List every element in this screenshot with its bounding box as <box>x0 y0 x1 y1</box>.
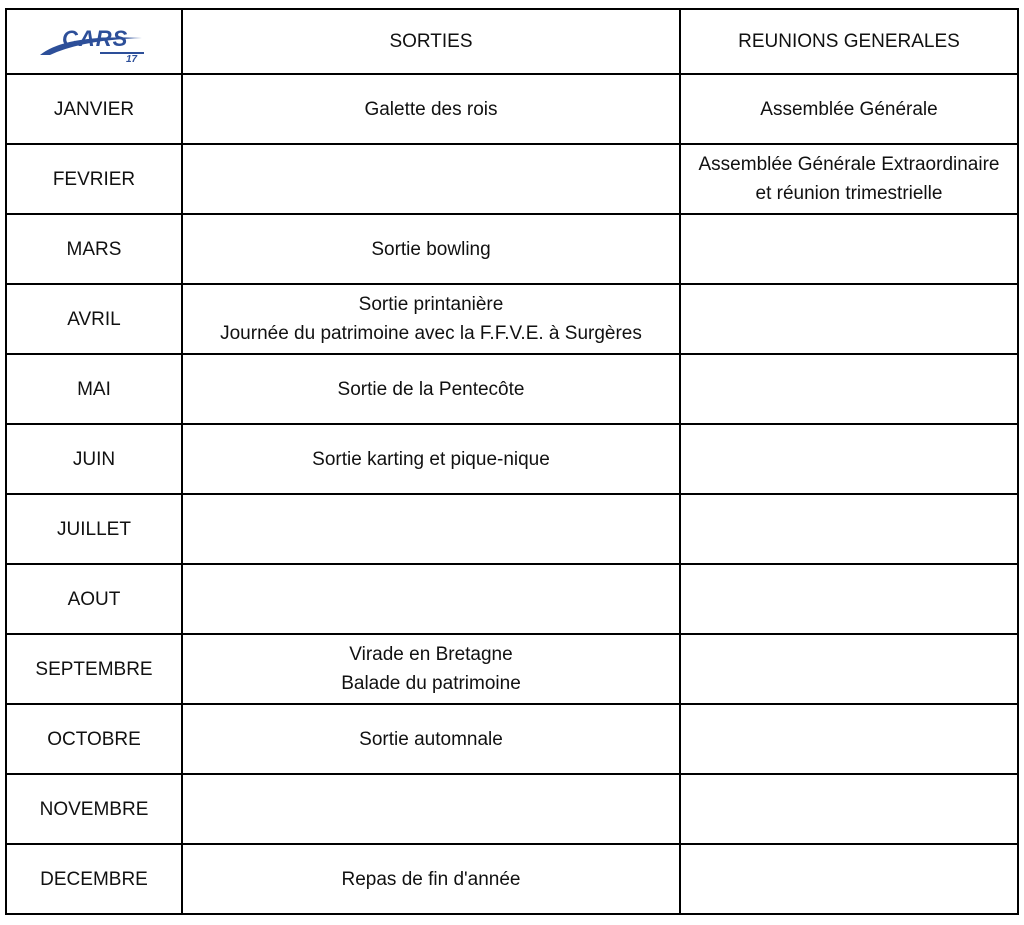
reunion-cell <box>680 214 1018 284</box>
month-cell: JUILLET <box>6 494 182 564</box>
sortie-cell <box>182 704 680 774</box>
sortie-cell <box>182 214 680 284</box>
month-row <box>6 144 1018 214</box>
cars17-logo <box>38 22 150 62</box>
reunion-cell <box>680 144 1018 214</box>
sortie-cell <box>182 74 680 144</box>
logo-cell <box>6 9 182 74</box>
reunion-cell <box>680 494 1018 564</box>
month-row <box>6 774 1018 844</box>
schedule-table <box>5 8 1019 915</box>
month-cell: AVRIL <box>6 284 182 354</box>
month-cell: SEPTEMBRE <box>6 634 182 704</box>
month-cell: OCTOBRE <box>6 704 182 774</box>
sortie-cell <box>182 354 680 424</box>
sortie-cell <box>182 844 680 914</box>
month-row <box>6 74 1018 144</box>
month-row <box>6 634 1018 704</box>
sortie-cell <box>182 284 680 354</box>
sortie-text: Sortie karting et pique-nique <box>312 448 550 470</box>
month-row <box>6 214 1018 284</box>
sortie-text: Galette des rois <box>364 98 498 120</box>
month-cell: JANVIER <box>6 74 182 144</box>
month-cell: AOUT <box>6 564 182 634</box>
sortie-text: Virade en Bretagne <box>349 644 513 665</box>
header-row <box>6 9 1018 74</box>
sortie-cell <box>182 564 680 634</box>
sortie-text: Sortie automnale <box>359 728 503 750</box>
reunion-cell <box>680 634 1018 704</box>
reunion-cell <box>680 74 1018 144</box>
month-cell: MAI <box>6 354 182 424</box>
sortie-text: Sortie printanière <box>358 294 504 315</box>
sortie-cell <box>182 634 680 704</box>
reunion-cell <box>680 564 1018 634</box>
header-sorties: SORTIES <box>182 9 680 74</box>
sortie-text: Repas de fin d'année <box>341 868 521 890</box>
sortie-text: Balade du patrimoine <box>341 673 521 694</box>
reunion-text: Assemblée Générale <box>760 98 938 120</box>
reunion-cell <box>680 424 1018 494</box>
month-cell: DECEMBRE <box>6 844 182 914</box>
month-cell: JUIN <box>6 424 182 494</box>
reunion-text: Assemblée Générale Extraordinaire <box>698 154 1000 175</box>
month-row <box>6 704 1018 774</box>
month-cell: NOVEMBRE <box>6 774 182 844</box>
month-row <box>6 494 1018 564</box>
reunion-cell <box>680 774 1018 844</box>
header-reunions: REUNIONS GENERALES <box>680 9 1018 74</box>
month-row <box>6 354 1018 424</box>
sortie-text: Sortie de la Pentecôte <box>337 378 525 400</box>
reunion-cell <box>680 844 1018 914</box>
sortie-text: Sortie bowling <box>371 238 491 260</box>
month-row <box>6 424 1018 494</box>
reunion-cell <box>680 354 1018 424</box>
sortie-cell <box>182 774 680 844</box>
reunion-cell <box>680 284 1018 354</box>
sortie-text: Journée du patrimoine avec la F.F.V.E. à Surgères <box>220 323 642 344</box>
reunion-cell <box>680 704 1018 774</box>
sortie-cell <box>182 494 680 564</box>
logo-number: 17 <box>126 53 138 62</box>
month-cell: MARS <box>6 214 182 284</box>
schedule-body <box>6 74 1018 914</box>
month-row <box>6 564 1018 634</box>
month-cell: FEVRIER <box>6 144 182 214</box>
logo-text: CARS <box>62 25 129 51</box>
sortie-cell <box>182 424 680 494</box>
month-row <box>6 844 1018 914</box>
reunion-text: et réunion trimestrielle <box>755 183 943 204</box>
month-row <box>6 284 1018 354</box>
sortie-cell <box>182 144 680 214</box>
